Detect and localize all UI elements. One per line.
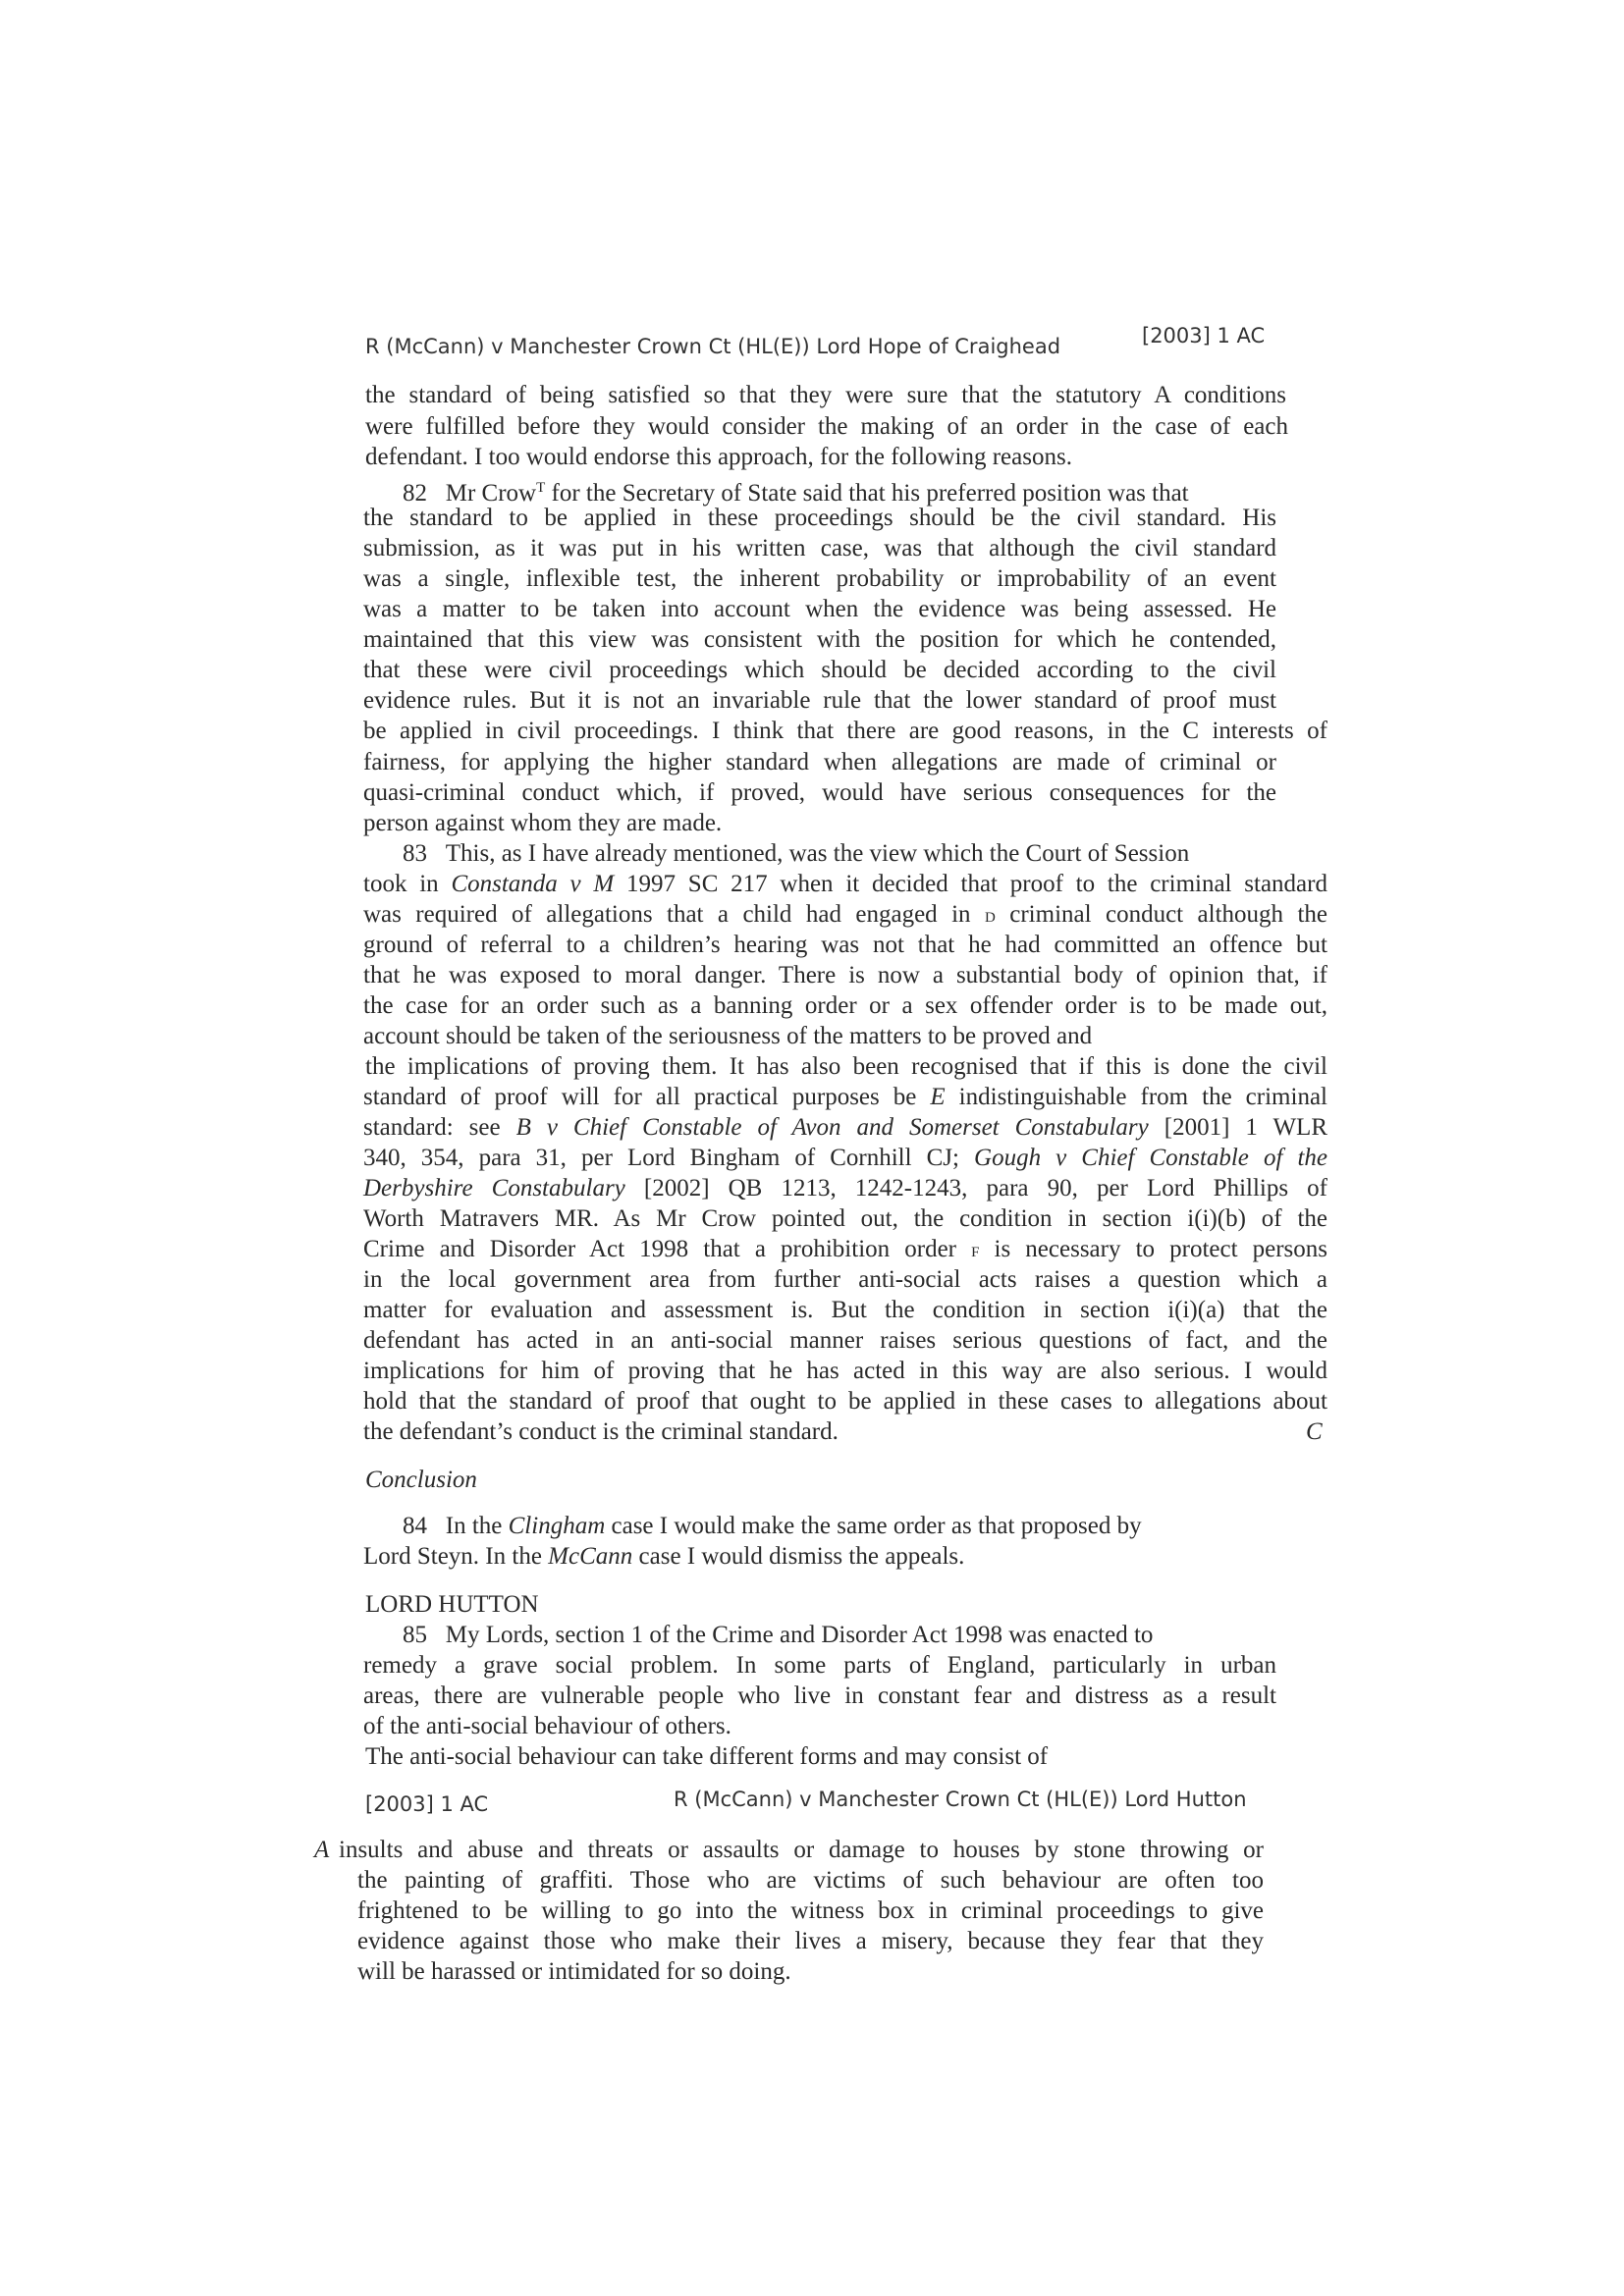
text-line: defendant. I too would endorse this approach, for the following reasons. [365, 444, 1072, 470]
text-line: the defendant’s conduct is the criminal standard. [363, 1418, 839, 1445]
margin-letter: D [984, 910, 996, 926]
text-line: 340, 354, para 31, per Lord Bingham of Cornhill CJ; Gough v Chief Constable of the [363, 1145, 1327, 1171]
running-header-right: R (McCann) v Manchester Crown Ct (HL(E)) Lord Hutton [674, 1788, 1247, 1811]
text-line: account should be taken of the seriousness of the matters to be proved and [363, 1023, 1093, 1049]
text-line: standard: see B v Chief Constable of Avon and Somerset Constabulary [2001] 1 WLR [363, 1114, 1327, 1141]
footnote-marker: T [536, 480, 546, 496]
running-header-left: [2003] 1 AC [365, 1792, 489, 1816]
paragraph-number: 83 [403, 840, 427, 867]
paragraph-number: 82 [403, 480, 427, 507]
text-line: the standard to be applied in these proceedings should be the civil standard. His [363, 505, 1276, 531]
text-line: defendant has acted in an anti-social manner raises serious questions of fact, and the [363, 1327, 1327, 1354]
text-line: that he was exposed to moral danger. There is now a substantial body of opinion that, if [363, 962, 1327, 988]
text-line: person against whom they are made. [363, 810, 723, 836]
text-line: the painting of graffiti. Those who are victims of such behaviour are often too [357, 1867, 1264, 1894]
text-line: quasi-criminal conduct which, if proved, would have serious consequences for the [363, 779, 1276, 806]
case-name: McCann [548, 1543, 633, 1570]
margin-letter: C [1306, 1418, 1323, 1445]
text-line: the case for an order such as a banning order or a sex offender order is to be made out, [363, 992, 1327, 1019]
case-name: Constanda v M [451, 871, 615, 897]
text-line: maintained that this view was consistent with the position for which he contended, [363, 626, 1276, 653]
text-line: fairness, for applying the higher standard when allegations are made of criminal or [363, 749, 1276, 775]
text-line: was a single, inflexible test, the inherent probability or improbability of an event [363, 565, 1276, 592]
text-line: matter for evaluation and assessment is. But the condition in section i(i)(a) that the [363, 1297, 1327, 1323]
paragraph-83-first-line: 83 This, as I have already mentioned, was the view which the Court of Session [403, 840, 1190, 867]
text-line: Worth Matravers MR. As Mr Crow pointed out, the condition in section i(i)(b) of the [363, 1205, 1327, 1232]
paragraph-number: 84 [403, 1513, 427, 1539]
text-line: remedy a grave social problem. In some parts of England, particularly in urban [363, 1652, 1276, 1679]
paragraph-85-first-line: 85 My Lords, section 1 of the Crime and Disorder Act 1998 was enacted to [403, 1622, 1154, 1648]
text-line: were fulfilled before they would consider the making of an order in the case of each [365, 413, 1288, 440]
text-line: was required of allegations that a child had engaged in D criminal conduct although the [363, 901, 1328, 928]
text-line: frightened to be willing to go into the witness box in criminal proceedings to give [357, 1897, 1264, 1924]
section-heading: Conclusion [365, 1467, 477, 1493]
running-header-left: R (McCann) v Manchester Crown Ct (HL(E)) Lord Hope of Craighead [365, 335, 1061, 358]
text-line: Derbyshire Constabulary [2002] QB 1213, 1242-1243, para 90, per Lord Phillips of [363, 1175, 1328, 1201]
text-line: The anti-social behaviour can take different forms and may consist of [365, 1743, 1049, 1770]
text-line: in the local government area from further anti-social acts raises a question which a [363, 1266, 1327, 1293]
paragraph-84-first-line: 84 In the Clingham case I would make the same order as that proposed by [403, 1513, 1142, 1539]
text-line: was a matter to be taken into account when the evidence was being assessed. He [363, 596, 1276, 622]
text-line: be applied in civil proceedings. I think that there are good reasons, in the C interests of [363, 718, 1327, 744]
text-line: Crime and Disorder Act 1998 that a prohibition order F is necessary to protect persons [363, 1236, 1328, 1262]
case-name: Gough v Chief Constable of the [974, 1145, 1327, 1171]
text-line: took in Constanda v M 1997 SC 217 when it decided that proof to the criminal standard [363, 871, 1327, 897]
case-name: Clingham [508, 1513, 606, 1539]
speaker-heading: LORD HUTTON [365, 1591, 539, 1618]
text-line: will be harassed or intimidated for so doing. [357, 1958, 791, 1985]
text-line: ground of referral to a children’s hearing was not that he had committed an offence but [363, 932, 1327, 958]
text-line: standard of proof will for all practical purposes be E indistinguishable from the criminal [363, 1084, 1327, 1110]
text-line: evidence against those who make their lives a misery, because they fear that they [357, 1928, 1264, 1954]
text-line: the standard of being satisfied so that they were sure that the statutory A conditions [365, 382, 1286, 408]
text-line: hold that the standard of proof that ought to be applied in these cases to allegations about [363, 1388, 1327, 1415]
case-name: B v Chief Constable of Avon and Somerset Constabulary [515, 1114, 1149, 1141]
text-line: areas, there are vulnerable people who live in constant fear and distress as a result [363, 1682, 1276, 1709]
text-line: submission, as it was put in his written case, was that although the civil standard [363, 535, 1276, 561]
text-line: that these were civil proceedings which should be decided according to the civil [363, 657, 1276, 683]
text-line: implications for him of proving that he has acted in this way are also serious. I would [363, 1358, 1327, 1384]
text-line: insults and abuse and threats or assaults or damage to houses by stone throwing or [339, 1837, 1264, 1863]
paragraph-82-first-line: 82 Mr Crow$^T$ for the Secretary of State said that his preferred position was that [403, 480, 1189, 507]
text-line: evidence rules. But it is not an invariable rule that the lower standard of proof must [363, 687, 1276, 714]
case-name: Derbyshire Constabulary [363, 1175, 625, 1201]
running-header-right: [2003] 1 AC [1142, 324, 1266, 347]
text-line: Lord Steyn. In the McCann case I would dismiss the appeals. [363, 1543, 965, 1570]
text-line: the implications of proving them. It has also been recognised that if this is done the civil [365, 1053, 1327, 1080]
margin-letter: F [971, 1245, 980, 1260]
paragraph-number: 85 [403, 1622, 427, 1648]
margin-letter: A [314, 1837, 330, 1863]
text-line: of the anti-social behaviour of others. [363, 1713, 731, 1739]
